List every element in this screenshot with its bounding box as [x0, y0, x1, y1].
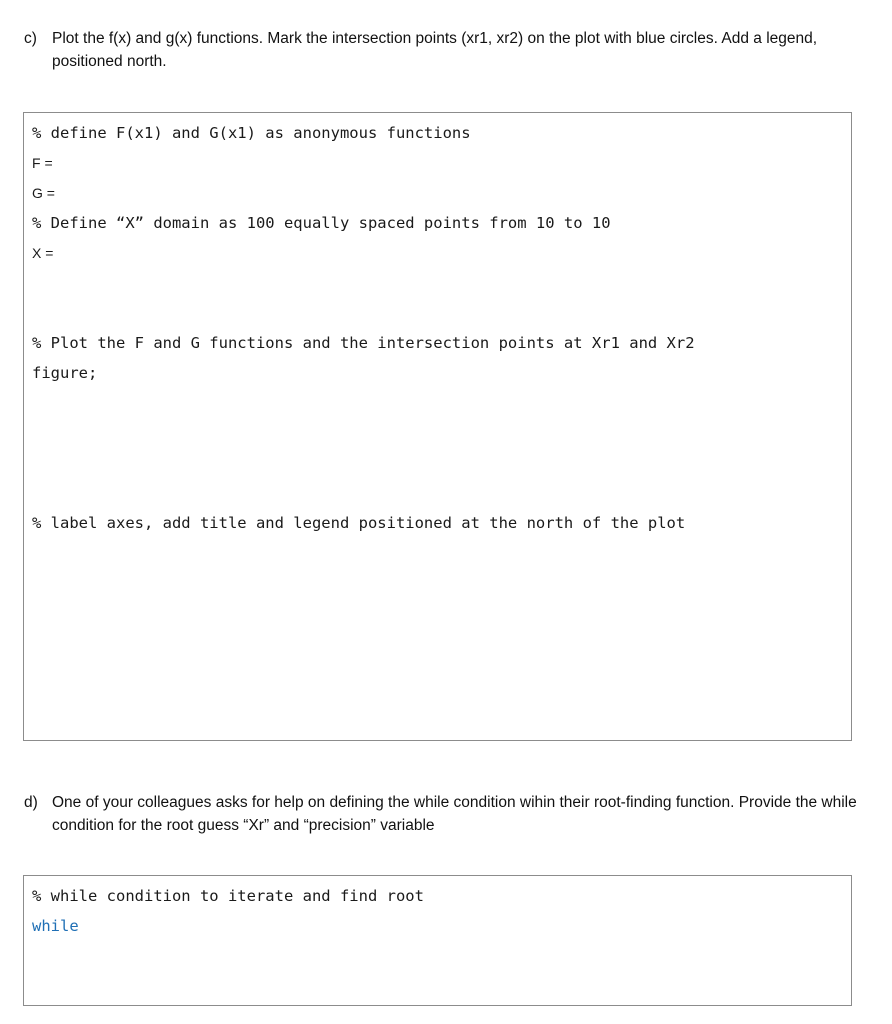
code-c-comment-define-domain: % Define “X” domain as 100 equally spaced points from 10 to 10	[32, 214, 611, 232]
code-box-d[interactable]	[23, 875, 852, 1006]
code-d-while-keyword: while	[32, 917, 79, 935]
question-d-text: One of your colleagues asks for help on defining the while condition wihin their root-finding function. Provide the while condition for the root guess “Xr” and “precision” variable	[52, 794, 857, 834]
question-d-marker: d)	[24, 794, 38, 811]
code-c-x-assignment: X =	[32, 245, 54, 261]
code-c-g-assignment: G =	[32, 185, 55, 201]
code-d-comment-while: % while condition to iterate and find root	[32, 887, 424, 905]
code-c-comment-define-functions: % define F(x1) and G(x1) as anonymous functions	[32, 124, 471, 142]
question-c-text: Plot the f(x) and g(x) functions. Mark the intersection points (xr1, xr2) on the plot with blue circles. Add a legend, positioned north.	[52, 30, 818, 70]
question-c	[24, 27, 864, 73]
code-c-comment-plot: % Plot the F and G functions and the intersection points at Xr1 and Xr2	[32, 334, 695, 352]
code-c-f-assignment: F =	[32, 155, 53, 171]
question-c-marker: c)	[24, 30, 37, 47]
code-c-figure-call: figure;	[32, 364, 98, 382]
code-c-comment-label-axes: % label axes, add title and legend positioned at the north of the plot	[32, 514, 686, 532]
question-d	[24, 791, 864, 837]
code-box-c[interactable]	[23, 112, 852, 741]
